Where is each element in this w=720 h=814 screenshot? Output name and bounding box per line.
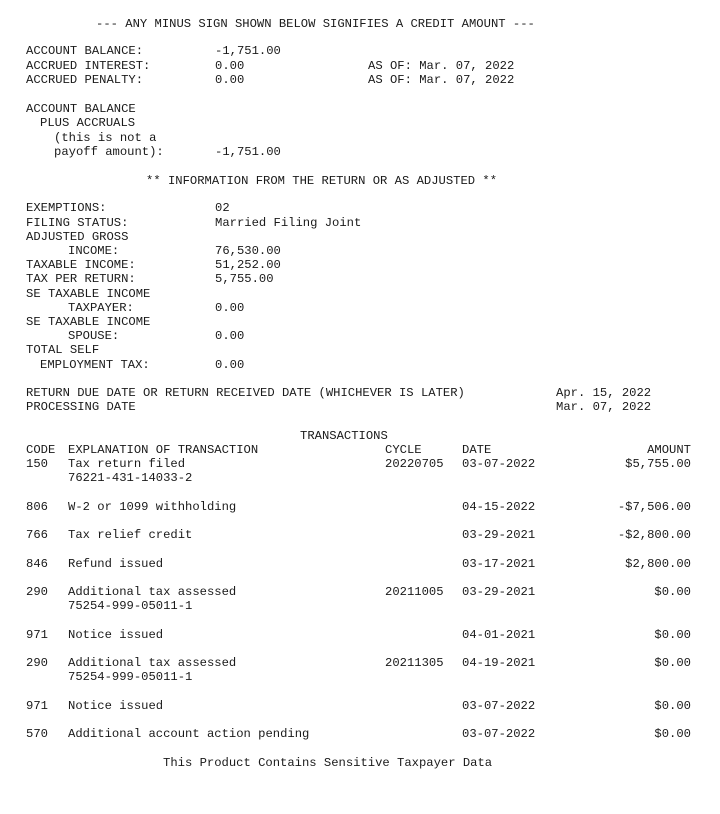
transactions-title: TRANSACTIONS xyxy=(300,429,388,443)
transaction-explanation: Additional tax assessed xyxy=(68,585,237,599)
se-taxpayer-label-1: SE TAXABLE INCOME xyxy=(26,287,151,301)
col-header-explanation: EXPLANATION OF TRANSACTION xyxy=(68,443,259,457)
transaction-cycle: 20220705 xyxy=(385,457,444,471)
transaction-amount: $5,755.00 xyxy=(625,457,691,471)
taxable-income-value: 51,252.00 xyxy=(215,258,281,272)
processing-date-label: PROCESSING DATE xyxy=(26,400,136,414)
total-se-label-1: TOTAL SELF xyxy=(26,343,100,357)
transaction-document-number: 75254-999-05011-1 xyxy=(68,670,193,684)
accrued-penalty-value: 0.00 xyxy=(215,73,245,87)
transaction-date: 03-29-2021 xyxy=(462,585,536,599)
transaction-date: 04-15-2022 xyxy=(462,500,536,514)
transaction-explanation: Notice issued xyxy=(68,628,164,642)
accrued-penalty-asof: AS OF: Mar. 07, 2022 xyxy=(368,73,515,87)
transaction-date: 04-01-2021 xyxy=(462,628,536,642)
plus-accruals-label-4: payoff amount): xyxy=(54,145,164,159)
transaction-date: 03-29-2021 xyxy=(462,528,536,542)
accrued-penalty-label: ACCRUED PENALTY: xyxy=(26,73,144,87)
transaction-code: 971 xyxy=(26,699,48,713)
transaction-code: 290 xyxy=(26,656,48,670)
transaction-date: 03-17-2021 xyxy=(462,557,536,571)
col-header-code: CODE xyxy=(26,443,56,457)
transaction-amount: $0.00 xyxy=(654,656,691,670)
transaction-code: 846 xyxy=(26,557,48,571)
col-header-amount: AMOUNT xyxy=(647,443,691,457)
transaction-amount: $2,800.00 xyxy=(625,557,691,571)
col-header-date: DATE xyxy=(462,443,492,457)
total-se-value: 0.00 xyxy=(215,358,245,372)
transaction-amount: $0.00 xyxy=(654,699,691,713)
return-due-label: RETURN DUE DATE OR RETURN RECEIVED DATE (WHICHEVER IS LATER) xyxy=(26,386,465,400)
return-due-value: Apr. 15, 2022 xyxy=(556,386,652,400)
credit-notice: --- ANY MINUS SIGN SHOWN BELOW SIGNIFIES A CREDIT AMOUNT --- xyxy=(96,17,535,31)
transaction-date: 03-07-2022 xyxy=(462,699,536,713)
sensitive-data-footer: This Product Contains Sensitive Taxpayer Data xyxy=(163,756,493,770)
plus-accruals-label-3: (this is not a xyxy=(54,131,157,145)
transaction-date: 03-07-2022 xyxy=(462,727,536,741)
account-balance-value: -1,751.00 xyxy=(215,44,281,58)
se-taxpayer-label-2: TAXPAYER: xyxy=(68,301,134,315)
transaction-explanation: W-2 or 1099 withholding xyxy=(68,500,237,514)
se-spouse-label-2: SPOUSE: xyxy=(68,329,120,343)
exemptions-label: EXEMPTIONS: xyxy=(26,201,107,215)
plus-accruals-label-2: PLUS ACCRUALS xyxy=(40,116,136,130)
processing-date-value: Mar. 07, 2022 xyxy=(556,400,652,414)
transaction-explanation: Tax relief credit xyxy=(68,528,193,542)
filing-status-label: FILING STATUS: xyxy=(26,216,129,230)
se-spouse-value: 0.00 xyxy=(215,329,245,343)
transaction-code: 290 xyxy=(26,585,48,599)
tax-per-return-value: 5,755.00 xyxy=(215,272,274,286)
transaction-code: 150 xyxy=(26,457,48,471)
taxable-income-label: TAXABLE INCOME: xyxy=(26,258,136,272)
transaction-explanation: Additional tax assessed xyxy=(68,656,237,670)
agi-label-1: ADJUSTED GROSS xyxy=(26,230,129,244)
transaction-cycle: 20211005 xyxy=(385,585,444,599)
plus-accruals-label-1: ACCOUNT BALANCE xyxy=(26,102,136,116)
transaction-explanation: Tax return filed xyxy=(68,457,186,471)
transaction-date: 04-19-2021 xyxy=(462,656,536,670)
se-spouse-label-1: SE TAXABLE INCOME xyxy=(26,315,151,329)
transaction-amount: $0.00 xyxy=(654,585,691,599)
total-se-label-2: EMPLOYMENT TAX: xyxy=(40,358,150,372)
transaction-date: 03-07-2022 xyxy=(462,457,536,471)
tax-per-return-label: TAX PER RETURN: xyxy=(26,272,136,286)
agi-value: 76,530.00 xyxy=(215,244,281,258)
transaction-explanation: Refund issued xyxy=(68,557,164,571)
accrued-interest-label: ACCRUED INTEREST: xyxy=(26,59,151,73)
transaction-code: 806 xyxy=(26,500,48,514)
transaction-explanation: Notice issued xyxy=(68,699,164,713)
transaction-code: 971 xyxy=(26,628,48,642)
filing-status-value: Married Filing Joint xyxy=(215,216,362,230)
transaction-explanation: Additional account action pending xyxy=(68,727,310,741)
agi-label-2: INCOME: xyxy=(68,244,120,258)
se-taxpayer-value: 0.00 xyxy=(215,301,245,315)
transaction-amount: $0.00 xyxy=(654,628,691,642)
transaction-amount: -$2,800.00 xyxy=(617,528,691,542)
plus-accruals-value: -1,751.00 xyxy=(215,145,281,159)
transaction-document-number: 75254-999-05011-1 xyxy=(68,599,193,613)
exemptions-value: 02 xyxy=(215,201,230,215)
accrued-interest-value: 0.00 xyxy=(215,59,245,73)
col-header-cycle: CYCLE xyxy=(385,443,422,457)
transaction-document-number: 76221-431-14033-2 xyxy=(68,471,193,485)
return-info-header: ** INFORMATION FROM THE RETURN OR AS ADJUSTED ** xyxy=(146,174,498,188)
transaction-amount: $0.00 xyxy=(654,727,691,741)
accrued-interest-asof: AS OF: Mar. 07, 2022 xyxy=(368,59,515,73)
account-balance-label: ACCOUNT BALANCE: xyxy=(26,44,144,58)
transaction-code: 766 xyxy=(26,528,48,542)
transaction-amount: -$7,506.00 xyxy=(617,500,691,514)
transaction-code: 570 xyxy=(26,727,48,741)
transaction-cycle: 20211305 xyxy=(385,656,444,670)
